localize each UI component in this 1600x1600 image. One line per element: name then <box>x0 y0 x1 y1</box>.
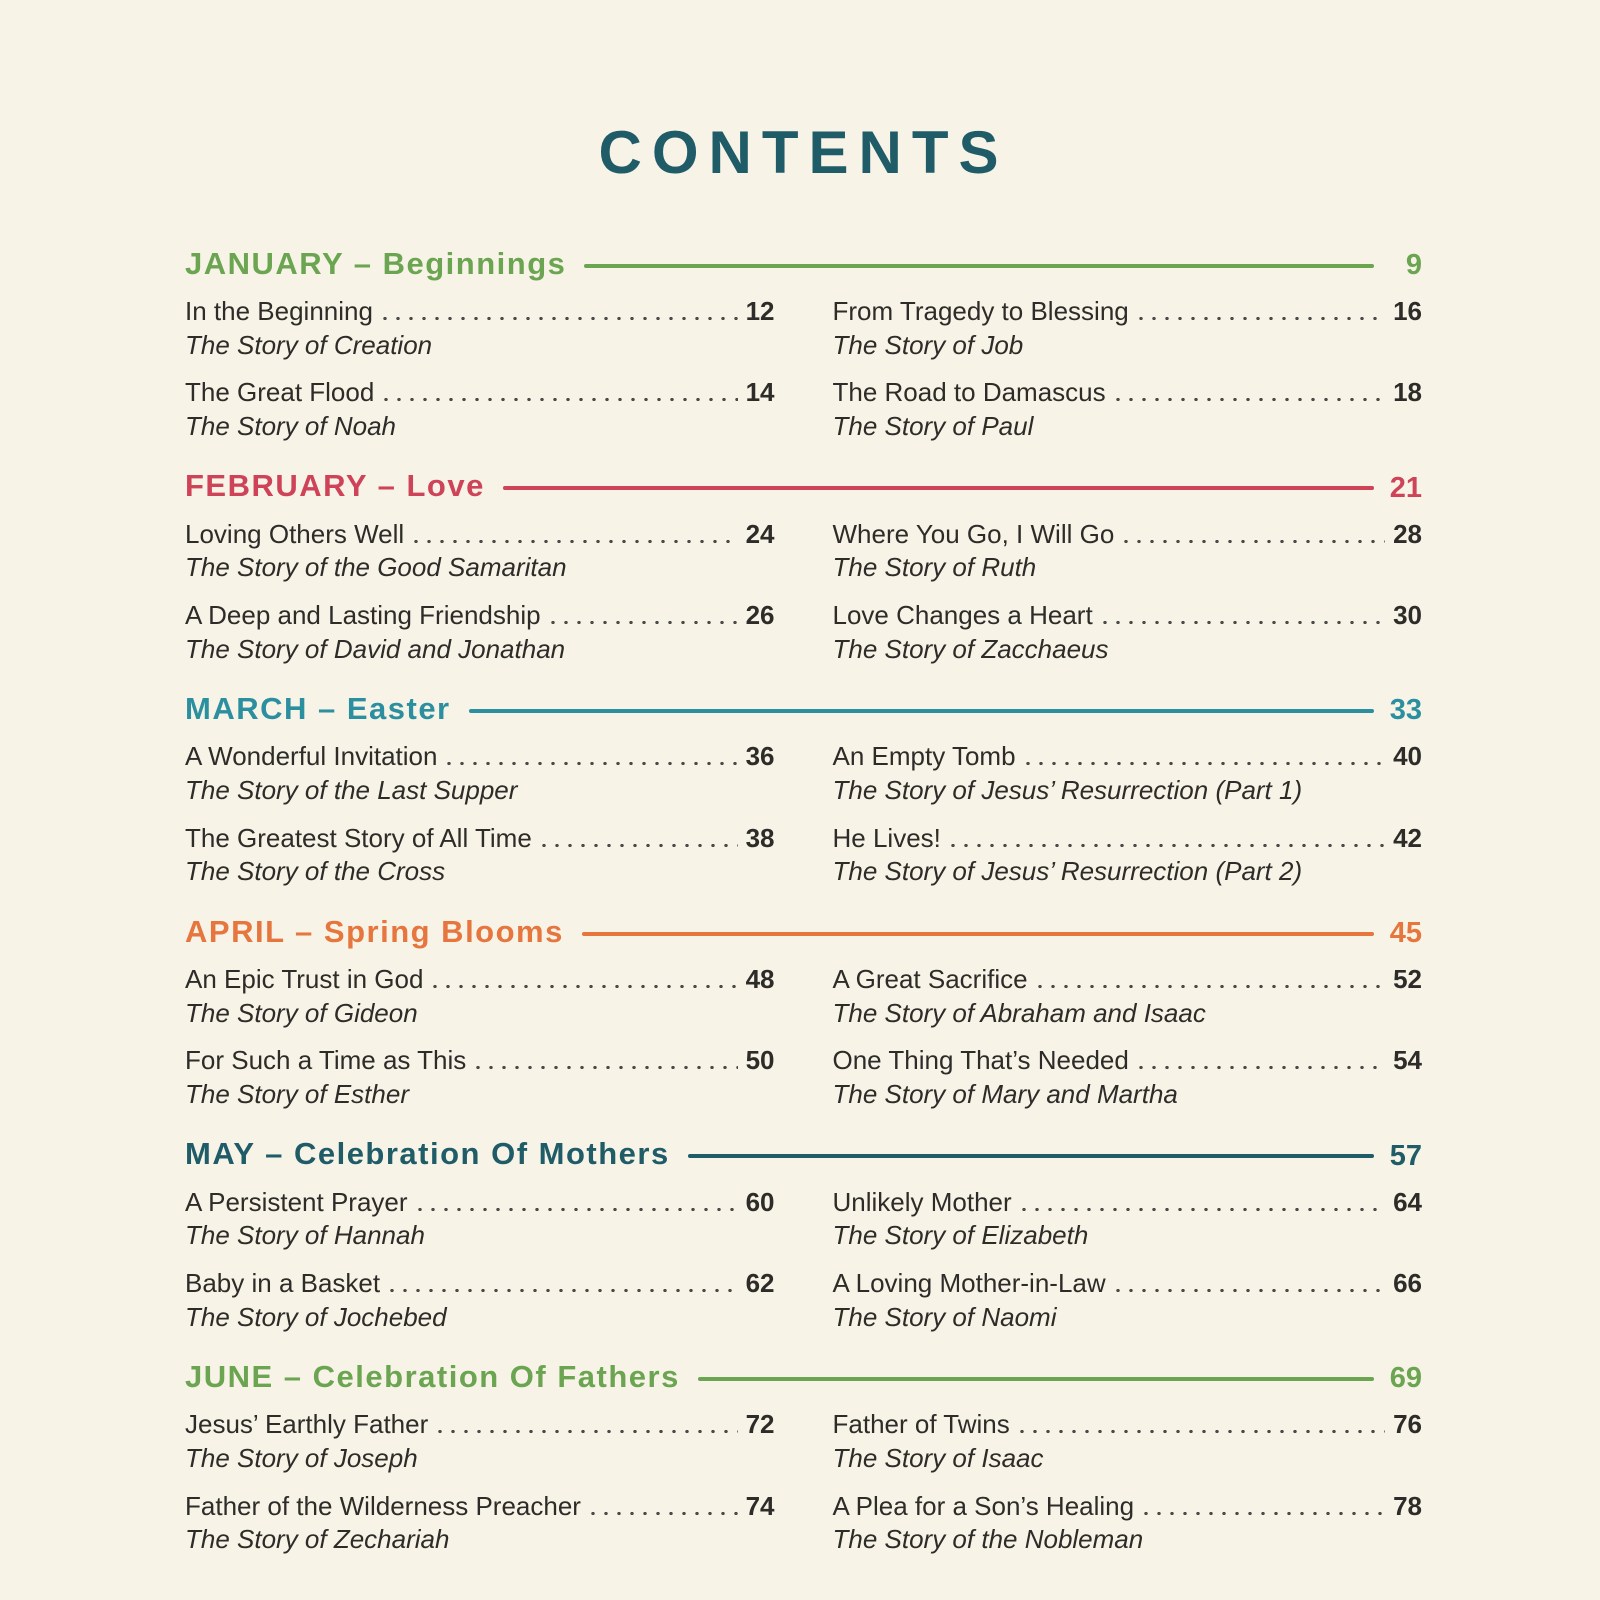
entry-subtitle: The Story of Zacchaeus <box>832 633 1109 664</box>
section-page-number: 57 <box>1389 1139 1422 1172</box>
entry-page-number: 78 <box>1393 1490 1422 1521</box>
dot-leader <box>383 317 738 320</box>
entry-page-number: 66 <box>1393 1268 1422 1299</box>
entry-title: A Plea for a Son’s Healing <box>832 1490 1135 1521</box>
entry-title: A Persistent Prayer <box>185 1186 408 1217</box>
entry-title: Love Changes a Heart <box>832 600 1093 631</box>
entry-line <box>185 741 775 772</box>
entry-subtitle: The Story of the Nobleman <box>832 1524 1144 1555</box>
entry-line <box>833 1187 1423 1218</box>
dot-leader <box>433 985 737 988</box>
toc-entry <box>185 296 775 360</box>
entry-line <box>185 519 775 550</box>
toc-entry <box>185 1045 775 1109</box>
dot-leader <box>414 540 737 543</box>
toc-entry <box>833 823 1423 887</box>
dot-leader <box>542 844 738 847</box>
entry-line <box>185 1409 775 1440</box>
entry-page-number: 40 <box>1393 741 1422 772</box>
dot-leader <box>1103 621 1385 624</box>
entry-title: The Great Flood <box>185 377 375 408</box>
entry-title: A Great Sacrifice <box>832 964 1028 995</box>
dot-leader <box>1139 1066 1385 1069</box>
entry-line <box>185 1187 775 1218</box>
entry-line <box>833 964 1423 995</box>
dot-leader <box>384 398 737 401</box>
dot-leader <box>1038 985 1386 988</box>
dot-leader <box>1020 1430 1385 1433</box>
entry-title: One Thing That’s Needed <box>832 1045 1129 1076</box>
dot-leader <box>447 762 737 765</box>
entry-page-number: 18 <box>1393 377 1422 408</box>
entry-page-number: 64 <box>1393 1186 1422 1217</box>
toc-entry <box>833 1187 1423 1251</box>
dot-leader <box>438 1430 737 1433</box>
section-header <box>185 245 1422 282</box>
section-page-number: 9 <box>1405 249 1422 281</box>
entry-title: A Deep and Lasting Friendship <box>185 600 541 631</box>
entry-line <box>833 1045 1423 1076</box>
dot-leader <box>1026 762 1386 765</box>
entry-line <box>833 1491 1423 1522</box>
entry-page-number: 12 <box>745 296 775 326</box>
entry-subtitle: The Story of Abraham and Isaac <box>832 997 1206 1028</box>
section-header <box>185 1358 1422 1395</box>
sections <box>185 245 1422 1555</box>
entry-page-number: 52 <box>1393 964 1422 995</box>
entry-line <box>833 296 1423 327</box>
toc-entry <box>185 1491 775 1555</box>
entry-subtitle: The Story of Job <box>832 329 1024 360</box>
dot-leader <box>1022 1208 1385 1211</box>
entry-title: A Loving Mother-in-Law <box>832 1268 1106 1299</box>
toc-section <box>185 913 1422 1110</box>
entry-subtitle: The Story of Ruth <box>832 552 1037 583</box>
toc-entry <box>185 823 775 887</box>
toc-entry <box>833 1268 1423 1332</box>
entry-subtitle: The Story of Joseph <box>185 1443 418 1474</box>
entry-title: Unlikely Mother <box>832 1186 1012 1217</box>
entry-subtitle: The Story of Creation <box>185 329 433 360</box>
entry-title: For Such a Time as This <box>185 1045 467 1076</box>
section-entries <box>185 964 1422 1110</box>
entry-line <box>833 1268 1423 1299</box>
section-label: APRIL – Spring Blooms <box>185 913 564 949</box>
entry-title: An Epic Trust in God <box>185 964 424 995</box>
entry-line <box>833 377 1423 408</box>
entry-subtitle: The Story of Esther <box>185 1079 409 1110</box>
toc-entry <box>185 741 775 805</box>
entry-page-number: 26 <box>745 600 775 631</box>
entry-title: Father of the Wilderness Preacher <box>185 1490 581 1521</box>
dot-leader <box>390 1289 737 1292</box>
section-rule <box>503 486 1374 490</box>
entry-line <box>833 1409 1423 1440</box>
page-title: CONTENTS <box>598 119 1009 186</box>
dot-leader <box>1139 317 1385 320</box>
entry-page-number: 30 <box>1393 600 1422 631</box>
toc-section <box>185 468 1422 665</box>
entry-line <box>833 741 1423 772</box>
toc-entry <box>185 519 775 583</box>
section-entries <box>185 1187 1422 1333</box>
entry-title: The Greatest Story of All Time <box>185 822 532 853</box>
section-rule <box>584 264 1374 268</box>
dot-leader <box>476 1066 737 1069</box>
dot-leader <box>1116 1289 1385 1292</box>
entry-subtitle: The Story of Zechariah <box>185 1524 450 1555</box>
dot-leader <box>1144 1512 1385 1515</box>
entry-page-number: 74 <box>745 1490 775 1521</box>
entry-line <box>833 823 1423 854</box>
toc-entry <box>833 1409 1423 1473</box>
section-page-number: 33 <box>1389 694 1422 727</box>
toc-entry <box>185 964 775 1028</box>
entry-subtitle: The Story of Jochebed <box>185 1301 447 1332</box>
entry-line <box>185 964 775 995</box>
entry-title: In the Beginning <box>185 296 373 326</box>
toc-entry <box>833 1045 1423 1109</box>
entry-line <box>833 519 1423 550</box>
entry-subtitle: The Story of Jesus’ Resurrection (Part 1) <box>832 775 1303 806</box>
entry-page-number: 36 <box>745 741 775 772</box>
entry-subtitle: The Story of the Cross <box>185 856 446 887</box>
section-label: MAY – Celebration Of Mothers <box>185 1136 670 1172</box>
toc-entry <box>833 296 1423 360</box>
section-entries <box>185 741 1422 887</box>
section-rule <box>698 1377 1374 1381</box>
entry-subtitle: The Story of Jesus’ Resurrection (Part 2) <box>832 856 1303 887</box>
entry-subtitle: The Story of Elizabeth <box>832 1220 1089 1251</box>
toc-entry <box>185 600 775 664</box>
section-header <box>185 913 1422 950</box>
entry-page-number: 62 <box>745 1268 775 1299</box>
entry-title: A Wonderful Invitation <box>185 741 438 772</box>
entry-subtitle: The Story of Naomi <box>832 1301 1057 1332</box>
entry-line <box>185 1491 775 1522</box>
dot-leader <box>1124 540 1385 543</box>
section-header <box>185 468 1422 505</box>
dot-leader <box>951 844 1385 847</box>
dot-leader <box>1116 398 1385 401</box>
section-label: FEBRUARY – Love <box>185 468 485 504</box>
entry-subtitle: The Story of David and Jonathan <box>185 633 566 664</box>
toc-entry <box>833 600 1423 664</box>
toc-entry <box>185 1187 775 1251</box>
toc-entry <box>833 519 1423 583</box>
entry-title: Baby in a Basket <box>185 1268 381 1299</box>
entry-subtitle: The Story of Noah <box>185 411 396 442</box>
entry-subtitle: The Story of Paul <box>832 411 1034 442</box>
entry-line <box>185 377 775 408</box>
section-rule <box>469 709 1374 713</box>
toc-entry <box>833 741 1423 805</box>
entry-page-number: 54 <box>1393 1045 1422 1076</box>
toc-entry <box>833 1491 1423 1555</box>
entry-page-number: 38 <box>745 822 775 853</box>
entry-title: Father of Twins <box>832 1409 1010 1440</box>
entry-title: The Road to Damascus <box>832 377 1106 408</box>
entry-line <box>185 600 775 631</box>
entry-line <box>185 1268 775 1299</box>
entry-title: Jesus’ Earthly Father <box>185 1409 429 1440</box>
section-page-number: 69 <box>1389 1362 1422 1395</box>
entry-page-number: 16 <box>1393 296 1422 326</box>
entry-title: From Tragedy to Blessing <box>832 296 1129 326</box>
section-label: MARCH – Easter <box>185 690 451 726</box>
dot-leader <box>418 1208 738 1211</box>
dot-leader <box>591 1512 738 1515</box>
toc-entry <box>833 964 1423 1028</box>
section-entries <box>185 296 1422 442</box>
entry-subtitle: The Story of Gideon <box>185 997 418 1028</box>
toc-entry <box>185 1409 775 1473</box>
toc-entry <box>185 1268 775 1332</box>
entry-subtitle: The Story of Hannah <box>185 1220 425 1251</box>
section-entries <box>185 519 1422 665</box>
entry-line <box>833 600 1423 631</box>
toc-entry <box>833 377 1423 441</box>
entry-page-number: 72 <box>745 1409 775 1440</box>
toc-section <box>185 1136 1422 1333</box>
entry-page-number: 28 <box>1393 518 1422 549</box>
entry-subtitle: The Story of Mary and Martha <box>832 1079 1178 1110</box>
entry-page-number: 24 <box>745 518 775 549</box>
section-header <box>185 1136 1422 1173</box>
entry-page-number: 48 <box>745 964 775 995</box>
toc-entry <box>185 377 775 441</box>
section-entries <box>185 1409 1422 1555</box>
section-rule <box>688 1154 1374 1158</box>
entry-subtitle: The Story of the Good Samaritan <box>185 552 567 583</box>
entry-title: He Lives! <box>832 822 941 853</box>
entry-page-number: 14 <box>745 377 775 408</box>
entry-page-number: 60 <box>745 1186 775 1217</box>
section-label: JUNE – Celebration Of Fathers <box>185 1358 680 1394</box>
entry-line <box>185 823 775 854</box>
section-rule <box>582 932 1374 936</box>
entry-page-number: 42 <box>1393 822 1422 853</box>
toc-section <box>185 690 1422 887</box>
entry-line <box>185 296 775 327</box>
entry-title: An Empty Tomb <box>832 741 1016 772</box>
section-header <box>185 690 1422 727</box>
entry-line <box>185 1045 775 1076</box>
entry-title: Where You Go, I Will Go <box>832 518 1115 549</box>
dot-leader <box>551 621 738 624</box>
toc-section <box>185 1358 1422 1555</box>
entry-page-number: 76 <box>1393 1409 1422 1440</box>
entry-title: Loving Others Well <box>185 518 405 549</box>
entry-subtitle: The Story of Isaac <box>832 1443 1044 1474</box>
toc-section <box>185 245 1422 442</box>
section-page-number: 45 <box>1389 917 1422 950</box>
section-label: JANUARY – Beginnings <box>185 245 567 281</box>
section-page-number: 21 <box>1389 471 1422 504</box>
entry-page-number: 50 <box>745 1045 775 1076</box>
entry-subtitle: The Story of the Last Supper <box>185 775 518 806</box>
